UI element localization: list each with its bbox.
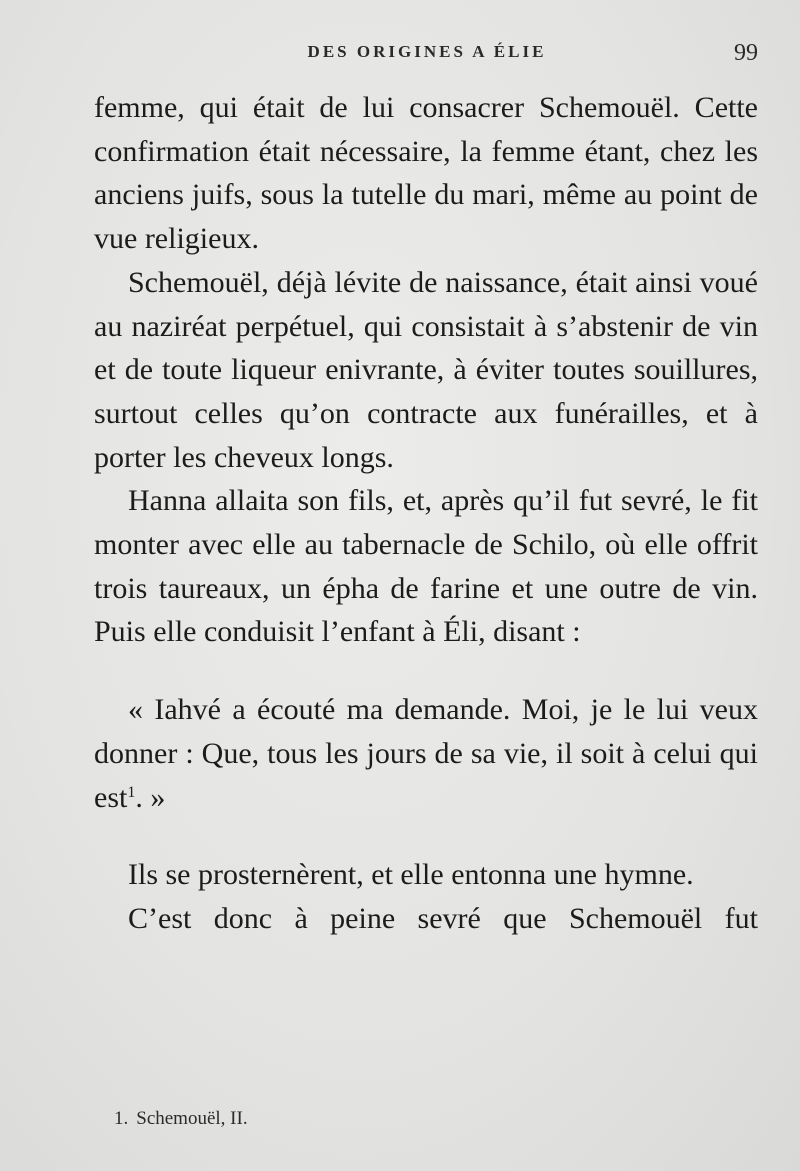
- footnote: [114, 1108, 248, 1130]
- paragraph-naziréat: Schemouël, déjà lévite de naissance, était ainsi voué au naziréat perpétuel, qui consistait à s’abstenir de vin et de toute liqueur enivrante, à éviter toutes souillures, surtout celles qu’on contracte aux funérailles, et à porter les cheveux longs.: [94, 265, 758, 474]
- quotation: [94, 688, 758, 819]
- footnote-number: 1.: [114, 1108, 129, 1129]
- quotation-closing: . »: [135, 780, 166, 814]
- footnote-text: Schemouël, II.: [136, 1108, 248, 1129]
- running-head: [96, 40, 758, 70]
- paragraph-continuation: femme, qui était de lui consacrer Schemouël. Cette confirmation était nécessaire, la femme étant, chez les anciens juifs, sous la tutelle du mari, même au point de vue religieux.: [94, 91, 758, 256]
- paragraph-sevre: C’est donc à peine sevré que Schemouël fut: [128, 901, 758, 935]
- running-title: DES ORIGINES A ÉLIE: [307, 42, 547, 61]
- paragraph-hanna: Hanna allaita son fils, et, après qu’il fut sevré, le fit monter avec elle au tabernacle de Schilo, où elle offrit trois taureaux, un épha de farine et une outre de vin. Puis elle conduisit l’enfant à Éli, disant :: [94, 484, 758, 649]
- page-number: 99: [734, 40, 758, 66]
- quotation-text: « Iahvé a écouté ma demande. Moi, je le lui veux donner : Que, tous les jours de sa vie, il soit à celui qui est: [94, 693, 758, 814]
- paragraph-prosternation: Ils se prosternèrent, et elle entonna une hymne.: [128, 858, 694, 892]
- body-text: [94, 86, 758, 941]
- footnote-reference: 1: [127, 783, 136, 801]
